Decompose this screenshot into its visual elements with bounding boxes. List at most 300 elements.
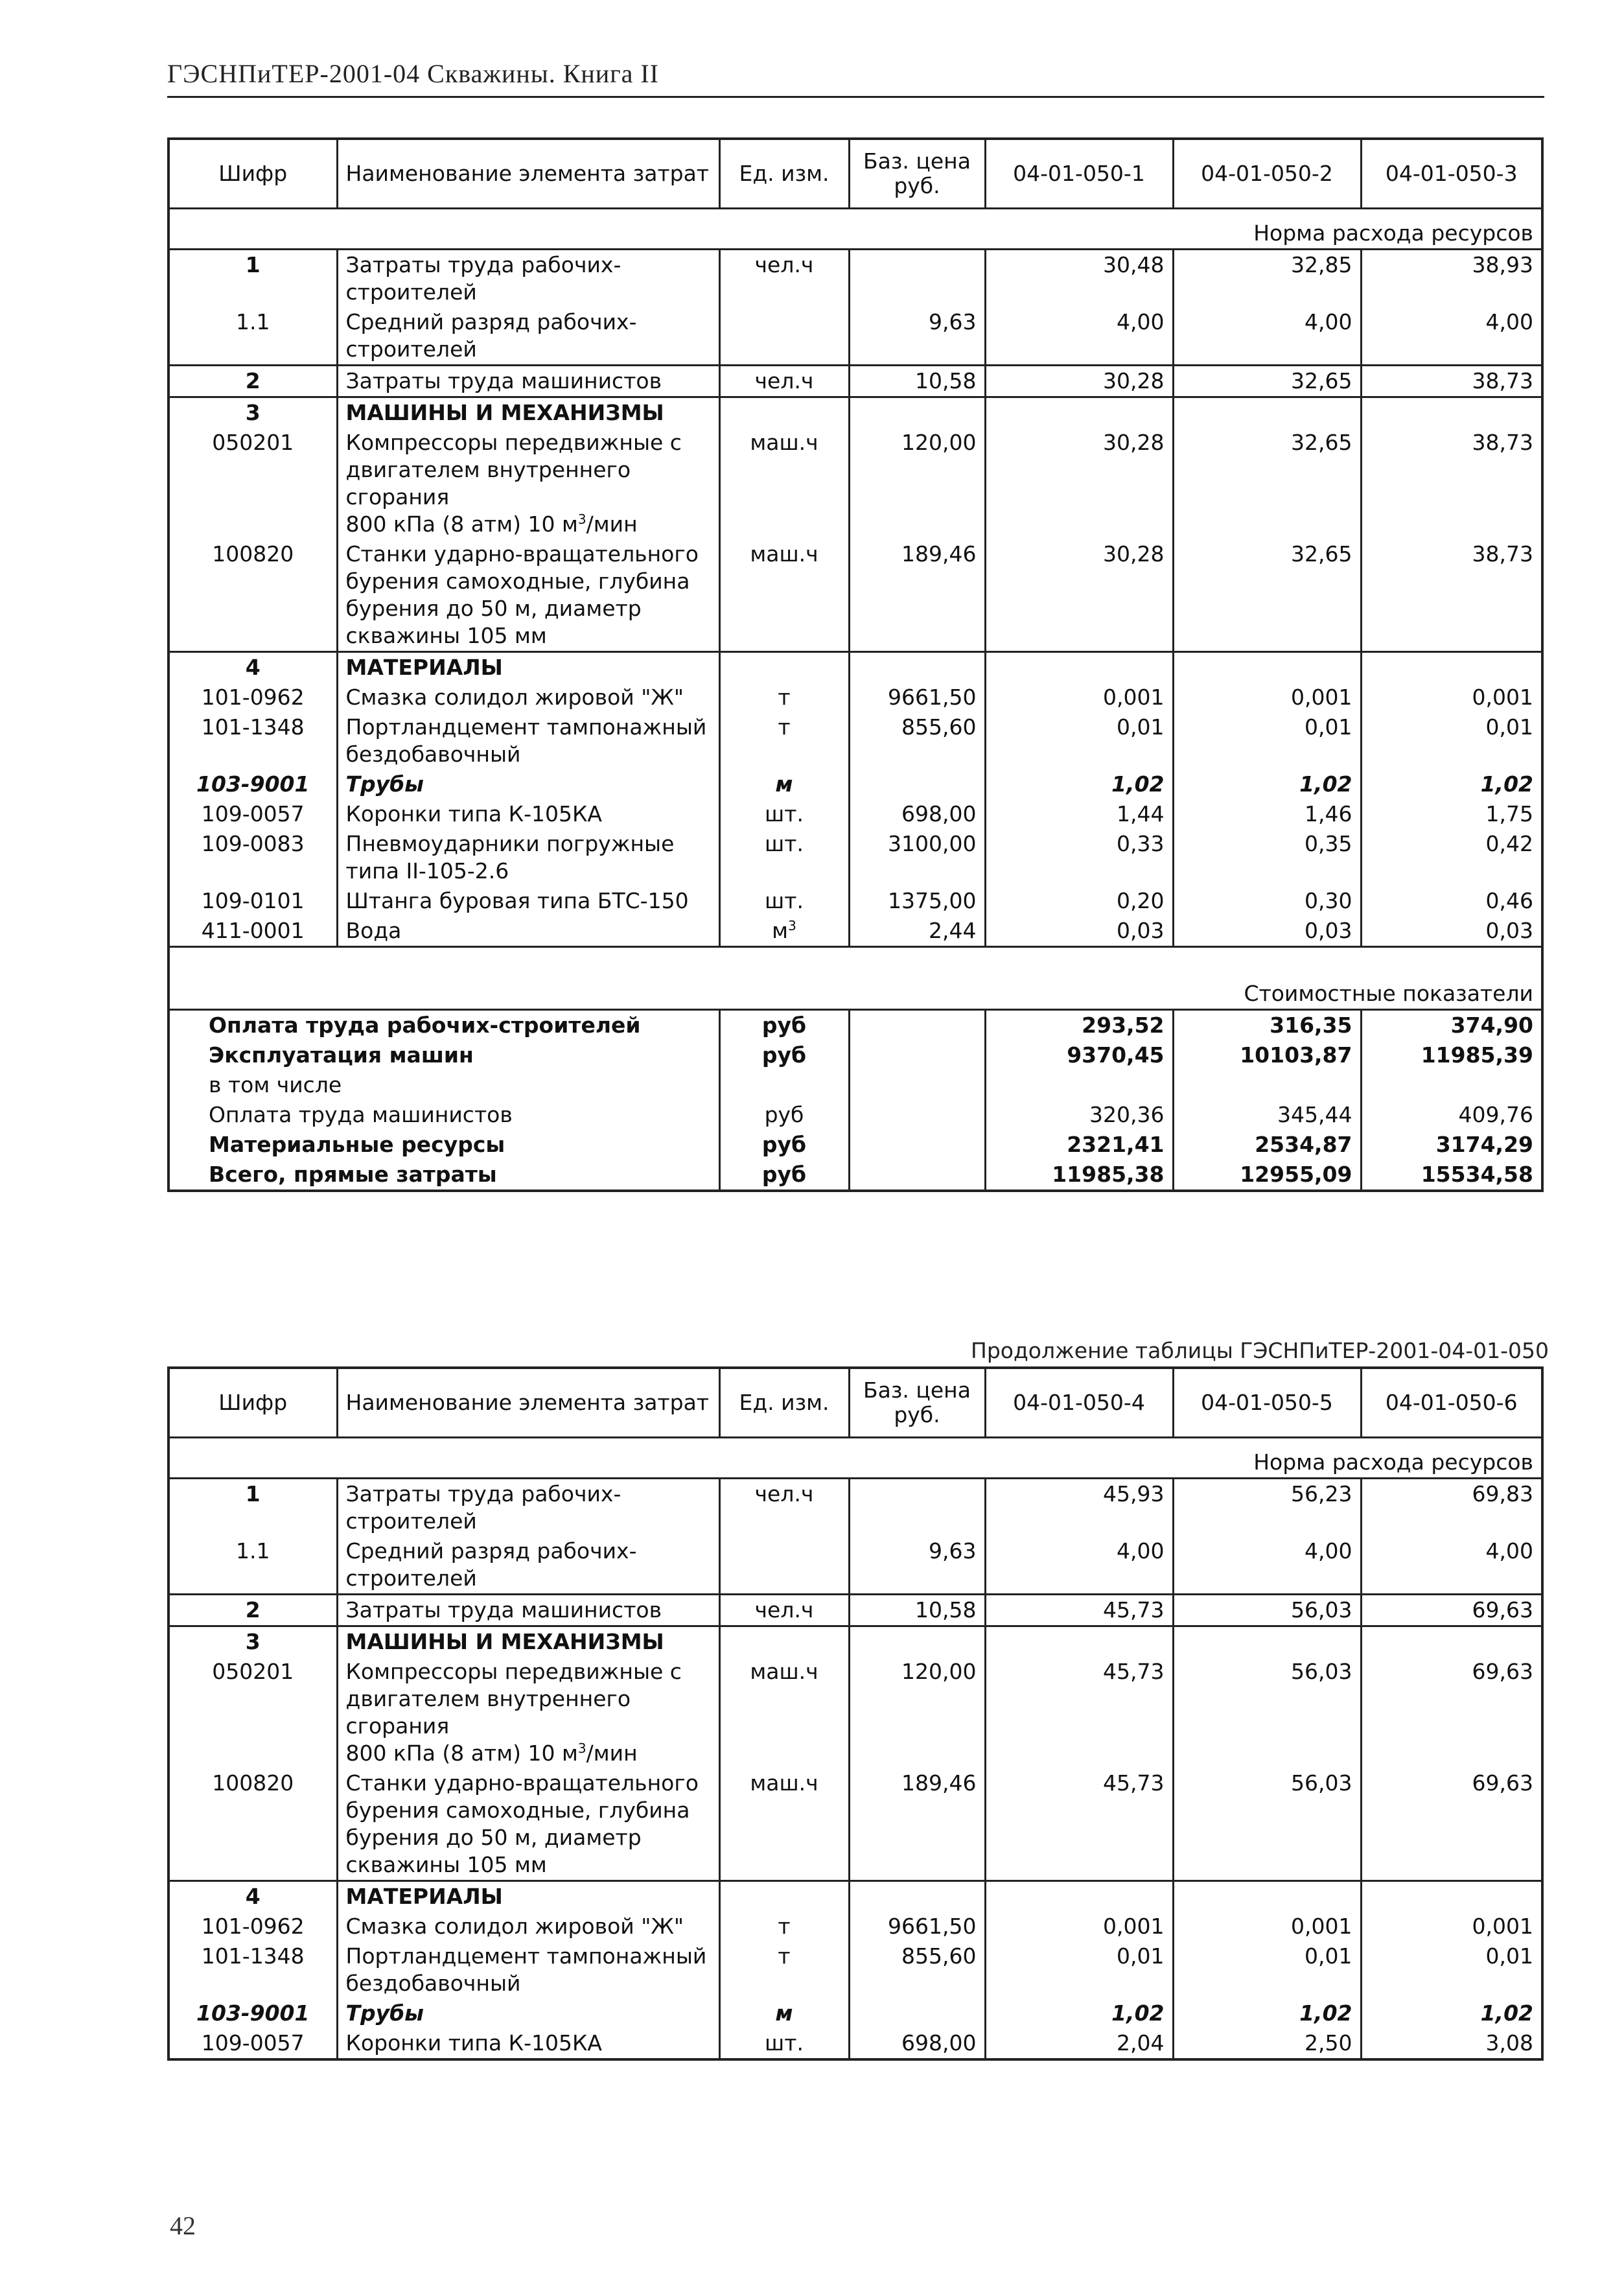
row-name-text: Станки ударно-вращательного бурения самоходные, глубина бурения до 50 м, диаметр скважины 105 мм	[345, 1770, 699, 1877]
header-name: Наименование элемента затрат	[337, 1368, 719, 1438]
cost-price-empty	[849, 1070, 985, 1100]
row-value-2: 32,65	[1173, 428, 1361, 539]
row-unit-text: чел.ч	[754, 1481, 814, 1506]
cost-value-2: 345,44	[1173, 1100, 1361, 1130]
row-price	[849, 250, 985, 308]
row-name-text: Затраты труда рабочих-строителей	[345, 1481, 621, 1534]
cost-label-text: Оплата труда машинистов	[168, 1100, 719, 1130]
row-price: 189,46	[849, 1768, 985, 1881]
row-value-1: 4,00	[985, 307, 1173, 366]
row-value-2: 4,00	[1173, 1536, 1361, 1595]
row-name	[337, 799, 719, 829]
row-price: 120,00	[849, 1657, 985, 1768]
row-empty-cell	[719, 1626, 849, 1658]
row-name-text: Коронки типа К-105КА	[345, 801, 602, 826]
row-value-3: 0,01	[1361, 712, 1542, 769]
cost-unit	[719, 1070, 849, 1100]
row-code: 4	[168, 1881, 337, 1912]
row-value-1: 30,28	[985, 428, 1173, 539]
row-name	[337, 886, 719, 916]
row-name	[337, 250, 719, 308]
row-name-text: Станки ударно-вращательного бурения самоходные, глубина бурения до 50 м, диаметр скважины 105 мм	[345, 541, 699, 648]
row-price	[849, 1998, 985, 2028]
row-value-2: 0,35	[1173, 829, 1361, 886]
row-price: 9661,50	[849, 683, 985, 712]
norm-label: Норма расхода ресурсов	[168, 218, 1542, 250]
cost-value-1: 9370,45	[985, 1040, 1173, 1070]
row-value-1: 45,73	[985, 1595, 1173, 1626]
row-name-spec-suffix: /мин	[586, 511, 638, 537]
row-price: 698,00	[849, 799, 985, 829]
row-name	[337, 307, 719, 366]
table-row	[168, 1912, 1542, 1941]
header-col-5: 04-01-050-5	[1173, 1368, 1361, 1438]
table-row	[168, 769, 1542, 799]
row-name	[337, 1941, 719, 1998]
row-price	[849, 769, 985, 799]
cost-price-empty	[849, 1010, 985, 1041]
row-value-2: 0,001	[1173, 1912, 1361, 1941]
table-row	[168, 712, 1542, 769]
row-name-text: Штанга буровая типа БТС-150	[345, 888, 689, 913]
cost-unit: руб	[719, 1010, 849, 1041]
table-row	[168, 829, 1542, 886]
table-row	[168, 2028, 1542, 2059]
cost-unit: руб	[719, 1100, 849, 1130]
row-unit-text: маш.ч	[750, 1770, 818, 1796]
row-price: 120,00	[849, 428, 985, 539]
row-name	[337, 683, 719, 712]
row-price: 10,58	[849, 1595, 985, 1626]
row-unit-text: т	[778, 1914, 791, 1939]
row-unit	[719, 539, 849, 652]
row-value-3: 38,73	[1361, 428, 1542, 539]
cost-value-1: 2321,41	[985, 1130, 1173, 1160]
row-name-text: Трубы	[345, 771, 424, 797]
header-col-3: 04-01-050-3	[1361, 139, 1542, 209]
row-name	[337, 1768, 719, 1881]
row-empty-cell	[719, 397, 849, 428]
row-name-text: МАШИНЫ И МЕХАНИЗМЫ	[345, 400, 664, 425]
header-col-6: 04-01-050-6	[1361, 1368, 1542, 1438]
row-unit	[719, 886, 849, 916]
row-code: 1	[168, 250, 337, 308]
cost-value-3: 374,90	[1361, 1010, 1542, 1041]
row-name-text: Смазка солидол жировой "Ж"	[345, 1914, 684, 1939]
row-value-3: 4,00	[1361, 307, 1542, 366]
row-value-1: 30,48	[985, 250, 1173, 308]
header-price: Баз. цена руб.	[849, 139, 985, 209]
header-price: Баз. цена руб.	[849, 1368, 985, 1438]
row-unit	[719, 712, 849, 769]
row-name-text: МАТЕРИАЛЫ	[345, 655, 503, 680]
cost-value-3: 409,76	[1361, 1100, 1542, 1130]
table-header-row	[168, 139, 1542, 209]
row-price: 1375,00	[849, 886, 985, 916]
norm-label: Норма расхода ресурсов	[168, 1447, 1542, 1479]
cost-price-empty	[849, 1100, 985, 1130]
row-value-3: 0,01	[1361, 1941, 1542, 1998]
row-unit	[719, 829, 849, 886]
row-code: 101-0962	[168, 683, 337, 712]
row-name	[337, 829, 719, 886]
row-unit	[719, 1595, 849, 1626]
cost-row	[168, 1100, 1542, 1130]
row-name-text: Пневмоударники погружные типа II-105-2.6	[345, 831, 675, 884]
row-unit-text: т	[778, 714, 791, 740]
row-code: 101-1348	[168, 1941, 337, 1998]
row-value-2: 4,00	[1173, 307, 1361, 366]
row-name-text: Затраты труда рабочих-строителей	[345, 252, 621, 305]
cost-value-2: 12955,09	[1173, 1160, 1361, 1191]
table-row	[168, 683, 1542, 712]
row-price: 9,63	[849, 1536, 985, 1595]
table-row	[168, 539, 1542, 652]
row-value-3: 69,63	[1361, 1657, 1542, 1768]
row-empty-cell	[1173, 397, 1361, 428]
row-unit-text: шт.	[765, 2030, 804, 2056]
row-value-3: 0,03	[1361, 916, 1542, 947]
row-empty-cell	[1361, 1626, 1542, 1658]
row-value-1: 1,44	[985, 799, 1173, 829]
table-row	[168, 428, 1542, 539]
table-row	[168, 1768, 1542, 1881]
row-code: 3	[168, 397, 337, 428]
cost-unit: руб	[719, 1040, 849, 1070]
cost-value-2: 316,35	[1173, 1010, 1361, 1041]
row-name	[337, 428, 719, 539]
row-name-superscript: 3	[577, 1740, 586, 1756]
row-empty-cell	[985, 652, 1173, 683]
row-empty-cell	[1361, 652, 1542, 683]
row-value-3: 0,001	[1361, 683, 1542, 712]
row-unit-text: маш.ч	[750, 1659, 818, 1684]
row-name	[337, 2028, 719, 2059]
row-value-1: 45,73	[985, 1657, 1173, 1768]
row-code: 1.1	[168, 307, 337, 366]
table-row	[168, 1998, 1542, 2028]
row-value-1: 0,03	[985, 916, 1173, 947]
row-code: 4	[168, 652, 337, 683]
row-name-superscript: 3	[577, 511, 586, 527]
row-name	[337, 1595, 719, 1626]
header-rule	[167, 96, 1544, 98]
cost-row	[168, 1040, 1542, 1070]
row-value-3: 4,00	[1361, 1536, 1542, 1595]
cost-value-3: 3174,29	[1361, 1130, 1542, 1160]
row-name	[337, 916, 719, 947]
row-unit	[719, 799, 849, 829]
row-value-2: 0,01	[1173, 712, 1361, 769]
row-empty-cell	[1173, 652, 1361, 683]
row-name	[337, 1657, 719, 1768]
row-code: 109-0101	[168, 886, 337, 916]
row-name-text: Компрессоры передвижные с двигателем внутреннего сгорания	[345, 1659, 682, 1739]
row-value-2: 2,50	[1173, 2028, 1361, 2059]
row-name	[337, 1912, 719, 1941]
row-unit	[719, 1912, 849, 1941]
header-col-2: 04-01-050-2	[1173, 139, 1361, 209]
cost-label-text: Оплата труда рабочих-строителей	[168, 1010, 719, 1041]
row-unit-text: шт.	[765, 801, 804, 826]
row-value-2: 1,46	[1173, 799, 1361, 829]
row-empty-cell	[849, 1881, 985, 1912]
header-unit: Ед. изм.	[719, 1368, 849, 1438]
row-unit	[719, 2028, 849, 2059]
row-value-1: 30,28	[985, 366, 1173, 397]
row-value-3: 0,46	[1361, 886, 1542, 916]
row-unit-text: м	[772, 918, 789, 943]
row-value-1: 0,01	[985, 1941, 1173, 1998]
row-price: 189,46	[849, 539, 985, 652]
row-value-3: 1,75	[1361, 799, 1542, 829]
row-name	[337, 366, 719, 397]
cost-price-empty	[849, 1160, 985, 1191]
cost-label-text: в том числе	[168, 1070, 719, 1100]
row-value-3: 69,63	[1361, 1768, 1542, 1881]
row-empty-cell	[1361, 397, 1542, 428]
table-row	[168, 1657, 1542, 1768]
row-price	[849, 1479, 985, 1537]
cost-value-1: 320,36	[985, 1100, 1173, 1130]
norm-label-row	[168, 1447, 1542, 1479]
row-name-spec: 800 кПа (8 атм) 10 м	[345, 1740, 578, 1766]
cost-value-2	[1173, 1070, 1361, 1100]
row-value-3: 69,63	[1361, 1595, 1542, 1626]
row-unit	[719, 683, 849, 712]
row-name-spec-suffix: /мин	[586, 1740, 638, 1766]
row-value-2: 56,03	[1173, 1595, 1361, 1626]
row-value-2: 56,03	[1173, 1657, 1361, 1768]
row-unit	[719, 1479, 849, 1537]
row-unit-text: маш.ч	[750, 541, 818, 567]
row-value-1: 45,93	[985, 1479, 1173, 1537]
cost-label: Стоимостные показатели	[168, 979, 1542, 1010]
row-value-1: 45,73	[985, 1768, 1173, 1881]
cost-value-2: 10103,87	[1173, 1040, 1361, 1070]
row-code: 101-1348	[168, 712, 337, 769]
row-price: 3100,00	[849, 829, 985, 886]
cost-label-text: Материальные ресурсы	[168, 1130, 719, 1160]
cost-value-1: 293,52	[985, 1010, 1173, 1041]
row-unit-text: чел.ч	[754, 252, 814, 277]
row-unit-text: шт.	[765, 831, 804, 856]
row-value-3: 69,83	[1361, 1479, 1542, 1537]
row-code: 100820	[168, 1768, 337, 1881]
table-row	[168, 652, 1542, 683]
row-name-spec: 800 кПа (8 атм) 10 м	[345, 511, 578, 537]
row-code: 3	[168, 1626, 337, 1658]
row-empty-cell	[849, 1626, 985, 1658]
row-name-text: Коронки типа К-105КА	[345, 2030, 602, 2056]
header-code: Шифр	[168, 1368, 337, 1438]
row-value-3: 38,73	[1361, 539, 1542, 652]
row-empty-cell	[1361, 1881, 1542, 1912]
row-name-text: Смазка солидол жировой "Ж"	[345, 685, 684, 710]
row-code: 109-0057	[168, 2028, 337, 2059]
cost-row	[168, 1130, 1542, 1160]
row-unit	[719, 1536, 849, 1595]
cost-value-3: 15534,58	[1361, 1160, 1542, 1191]
cost-row	[168, 1070, 1542, 1100]
cost-value-3	[1361, 1070, 1542, 1100]
row-value-1: 0,33	[985, 829, 1173, 886]
row-name-text: Затраты труда машинистов	[345, 1597, 662, 1623]
row-value-2: 32,65	[1173, 539, 1361, 652]
cost-value-2: 2534,87	[1173, 1130, 1361, 1160]
row-value-1: 1,02	[985, 769, 1173, 799]
row-unit	[719, 1768, 849, 1881]
table-row	[168, 1626, 1542, 1658]
table-row	[168, 366, 1542, 397]
table-row	[168, 1595, 1542, 1626]
row-name-text: Компрессоры передвижные с двигателем внутреннего сгорания	[345, 430, 682, 510]
row-name-text: Затраты труда машинистов	[345, 368, 662, 393]
table-row	[168, 886, 1542, 916]
row-unit-text: м	[775, 771, 793, 797]
cost-unit: руб	[719, 1130, 849, 1160]
cost-price-empty	[849, 1130, 985, 1160]
row-code: 2	[168, 366, 337, 397]
header-col-4: 04-01-050-4	[985, 1368, 1173, 1438]
row-value-1: 1,02	[985, 1998, 1173, 2028]
row-value-2: 1,02	[1173, 1998, 1361, 2028]
row-unit	[719, 916, 849, 947]
header-name: Наименование элемента затрат	[337, 139, 719, 209]
row-price: 2,44	[849, 916, 985, 947]
row-unit	[719, 769, 849, 799]
row-name	[337, 1626, 719, 1658]
cost-value-1	[985, 1070, 1173, 1100]
row-name-text: Средний разряд рабочих-строителей	[345, 309, 637, 362]
cost-unit: руб	[719, 1160, 849, 1191]
row-price: 855,60	[849, 712, 985, 769]
row-value-3: 1,02	[1361, 1998, 1542, 2028]
row-unit-text: чел.ч	[754, 368, 814, 393]
page-header: ГЭСНПиТЕР-2001-04 Скважины. Книга II	[167, 59, 659, 88]
row-value-2: 0,30	[1173, 886, 1361, 916]
row-value-1: 2,04	[985, 2028, 1173, 2059]
row-value-2: 0,001	[1173, 683, 1361, 712]
row-price: 9,63	[849, 307, 985, 366]
row-name	[337, 652, 719, 683]
table-header-row	[168, 1368, 1542, 1438]
norms-table-2	[167, 1366, 1544, 2061]
row-empty-cell	[849, 397, 985, 428]
table-row	[168, 250, 1542, 308]
row-value-2: 1,02	[1173, 769, 1361, 799]
norms-table-1	[167, 137, 1544, 1192]
norm-label-row	[168, 218, 1542, 250]
header-col-1: 04-01-050-1	[985, 139, 1173, 209]
row-name	[337, 769, 719, 799]
row-empty-cell	[985, 1881, 1173, 1912]
row-empty-cell	[1173, 1626, 1361, 1658]
row-empty-cell	[719, 1881, 849, 1912]
cost-value-3: 11985,39	[1361, 1040, 1542, 1070]
row-value-1: 30,28	[985, 539, 1173, 652]
row-code: 411-0001	[168, 916, 337, 947]
header-unit: Ед. изм.	[719, 139, 849, 209]
row-unit-text: м	[775, 2000, 793, 2026]
row-price: 10,58	[849, 366, 985, 397]
table-row	[168, 1941, 1542, 1998]
row-unit	[719, 428, 849, 539]
row-value-3: 38,93	[1361, 250, 1542, 308]
table-row	[168, 1881, 1542, 1912]
row-name	[337, 397, 719, 428]
row-name-text: Трубы	[345, 2000, 424, 2026]
row-unit-text: маш.ч	[750, 430, 818, 455]
row-value-3: 0,001	[1361, 1912, 1542, 1941]
row-name-text: МАТЕРИАЛЫ	[345, 1884, 503, 1909]
cost-label-text: Эксплуатация машин	[168, 1040, 719, 1070]
row-code: 109-0083	[168, 829, 337, 886]
row-value-2: 0,01	[1173, 1941, 1361, 1998]
row-value-1: 0,001	[985, 683, 1173, 712]
continuation-title: Продолжение таблицы ГЭСНПиТЕР-2001-04-01-050	[971, 1338, 1549, 1363]
table-row	[168, 1536, 1542, 1595]
row-empty-cell	[849, 652, 985, 683]
row-name-text: Портландцемент тампонажный бездобавочный	[345, 714, 707, 767]
row-empty-cell	[719, 652, 849, 683]
row-code: 2	[168, 1595, 337, 1626]
row-name	[337, 712, 719, 769]
row-code: 100820	[168, 539, 337, 652]
row-unit-superscript: 3	[788, 918, 796, 933]
row-value-3: 0,42	[1361, 829, 1542, 886]
row-value-2: 56,03	[1173, 1768, 1361, 1881]
cost-row	[168, 1010, 1542, 1041]
row-value-1: 4,00	[985, 1536, 1173, 1595]
row-name	[337, 1536, 719, 1595]
row-value-2: 56,23	[1173, 1479, 1361, 1537]
row-code: 1.1	[168, 1536, 337, 1595]
row-value-2: 32,85	[1173, 250, 1361, 308]
table-row	[168, 307, 1542, 366]
row-name	[337, 539, 719, 652]
row-unit	[719, 250, 849, 308]
row-unit-text: чел.ч	[754, 1597, 814, 1623]
row-code: 1	[168, 1479, 337, 1537]
table-row	[168, 799, 1542, 829]
row-code: 103-9001	[168, 769, 337, 799]
row-name-text: Портландцемент тампонажный бездобавочный	[345, 1943, 707, 1996]
row-value-1: 0,001	[985, 1912, 1173, 1941]
row-code: 103-9001	[168, 1998, 337, 2028]
row-name	[337, 1998, 719, 2028]
row-unit-text: т	[778, 1943, 791, 1969]
cost-price-empty	[849, 1040, 985, 1070]
page-number: 42	[170, 2211, 196, 2240]
cost-label-row	[168, 979, 1542, 1010]
table-row	[168, 1479, 1542, 1537]
row-value-3: 38,73	[1361, 366, 1542, 397]
row-unit	[719, 1998, 849, 2028]
cost-label-text: Всего, прямые затраты	[168, 1160, 719, 1191]
row-name-text: Средний разряд рабочих-строителей	[345, 1538, 637, 1591]
row-code: 050201	[168, 1657, 337, 1768]
row-price: 9661,50	[849, 1912, 985, 1941]
table-row	[168, 916, 1542, 947]
row-empty-cell	[985, 397, 1173, 428]
row-unit	[719, 1657, 849, 1768]
table-row	[168, 397, 1542, 428]
row-name-text: Вода	[345, 918, 402, 943]
row-name	[337, 1479, 719, 1537]
row-unit	[719, 1941, 849, 1998]
row-code: 101-0962	[168, 1912, 337, 1941]
